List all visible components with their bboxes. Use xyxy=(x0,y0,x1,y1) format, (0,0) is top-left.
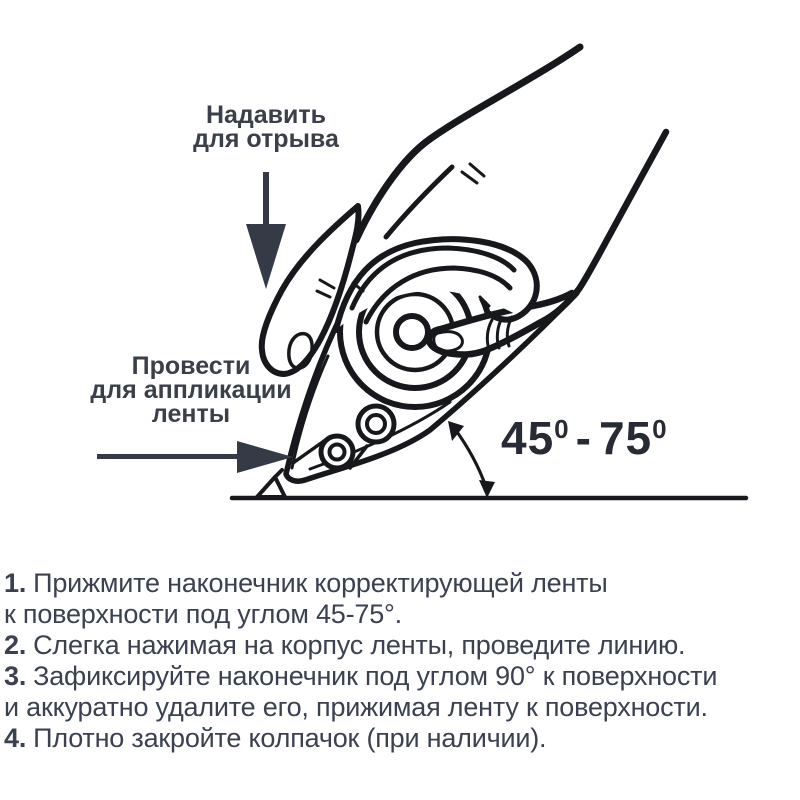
angle-max-degree: 0 xyxy=(652,414,667,444)
right-arrow-icon xyxy=(97,441,293,473)
apply-tape-label xyxy=(56,354,326,426)
instruction-line: 3. Зафиксируйте наконечник под углом 90° к поверхности xyxy=(4,661,718,691)
apply-label-line3: ленты xyxy=(151,400,231,428)
instruction-line: к поверхности под углом 45-75°. xyxy=(4,599,402,629)
instructions-list xyxy=(4,568,800,754)
instruction-line: и аккуратно удалите его, прижимая ленту к поверхности. xyxy=(4,692,708,722)
angle-separator: - xyxy=(575,412,592,464)
angle-range-label xyxy=(501,411,667,465)
angle-min: 45 xyxy=(501,412,555,464)
press-label-line1: Надавить xyxy=(205,101,327,129)
applicator-tip xyxy=(257,470,285,497)
angle-arc-icon xyxy=(448,421,495,498)
instruction-line: 2. Слегка нажимая на корпус ленты, проведите линию. xyxy=(4,630,686,660)
hand-illustration xyxy=(262,47,666,374)
press-to-tear-label xyxy=(133,103,399,151)
down-arrow-icon xyxy=(246,172,286,289)
apply-label-line1: Провести xyxy=(131,352,251,380)
apply-label-line2: для аппликации xyxy=(90,376,292,404)
angle-min-degree: 0 xyxy=(554,414,569,444)
angle-max: 75 xyxy=(598,412,653,464)
press-label-line2: для отрыва xyxy=(193,125,339,153)
instruction-line: 4. Плотно закройте колпачок (при наличии). xyxy=(4,723,547,753)
instruction-line: 1. Прижмите наконечник корректирующей ленты xyxy=(4,568,608,598)
